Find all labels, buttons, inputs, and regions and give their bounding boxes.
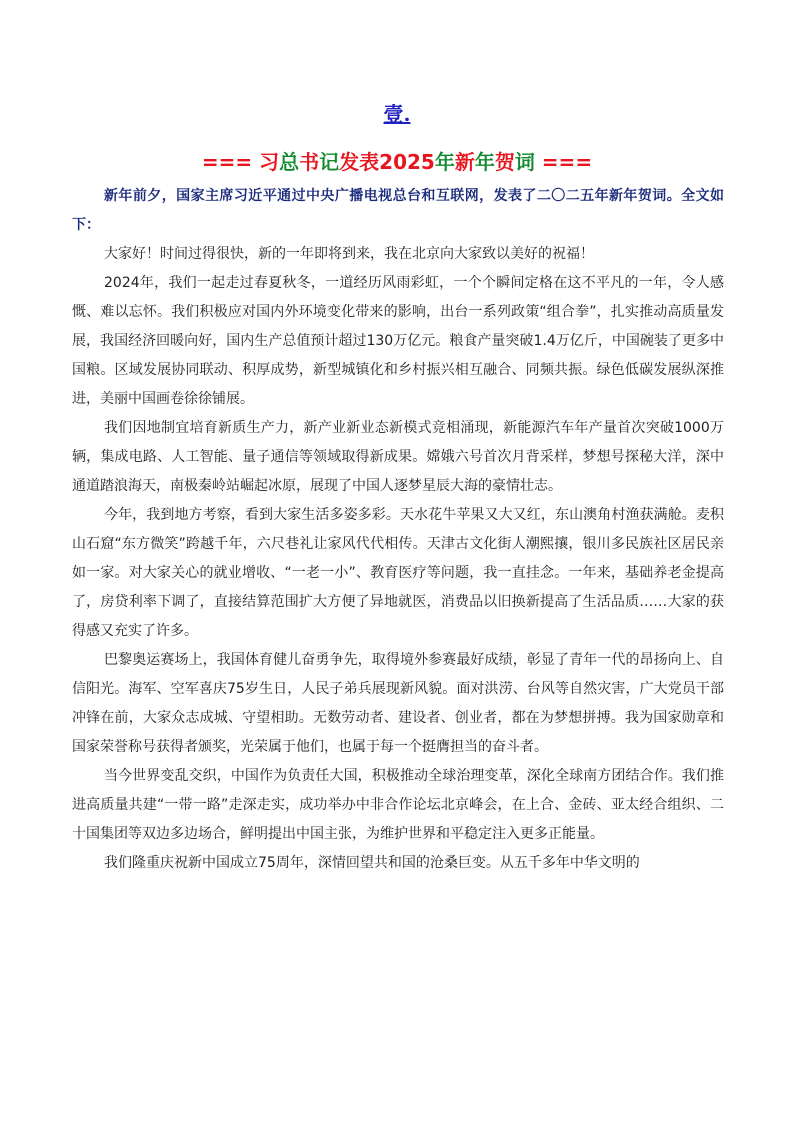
headline-char: 发表 [339,150,380,174]
headline-char: 习 [259,150,280,174]
paragraph: 当今世界变乱交织，中国作为负责任大国，积极推动全球治理变革，深化全球南方团结合作。我们推进高质量共建“一带一路”走深走实，成功举办中非合作论坛北京峰会，在上合、金砖、亚太经合组织、二十国集团等双边多边场合，鲜明提出中国主张，为维护世界和平稳定注入更多正能量。 [72,768,724,842]
headline-char: 贺 [494,150,515,174]
headline [0,146,794,175]
article-body [72,182,724,878]
intro-paragraph: 新年前夕，国家主席习近平通过中央广播电视总台和互联网，发表了二〇二五年新年贺词。全文如下： [72,188,724,233]
paragraph: 大家好！时间过得很快，新的一年即将到来，我在北京向大家致以美好的祝福！ [104,246,594,262]
headline-char: 总 [279,150,300,174]
headline-char: 记 [319,150,340,174]
paragraph: 巴黎奥运赛场上，我国体育健儿奋勇争先，取得境外参赛最好成绩，彰显了青年一代的昂扬向上、自信阳光。海军、空军喜庆75岁生日，人民子弟兵展现新风貌。面对洪涝、台风等自然灾害，广大党员干部冲锋在前，大家众志成城、守望相助。无数劳动者、建设者、创业者，都在为梦想拼搏。我为国家勋章和国家荣誉称号获得者颁奖，光荣属于他们，也属于每一个挺膺担当的奋斗者。 [72,652,724,755]
headline-deco-right: === [541,150,593,174]
paragraph: 我们因地制宜培育新质生产力，新产业新业态新模式竞相涌现，新能源汽车年产量首次突破1000万辆，集成电路、人工智能、量子通信等领域取得新成果。嫦娥六号首次月背采样，梦想号探秘大洋，深中通道踏浪海天，南极秦岭站崛起冰原，展现了中国人逐梦星辰大海的豪情壮志。 [72,420,724,494]
paragraph: 2024年，我们一起走过春夏秋冬，一道经历风雨彩虹，一个个瞬间定格在这不平凡的一年，令人感慨、难以忘怀。我们积极应对国内外环境变化带来的影响，出台一系列政策“组合拳”，扎实推动高质量发展，我国经济回暖向好，国内生产总值预计超过130万亿元。粮食产量突破1.4万亿斤，中国碗装了更多中国粮。区域发展协同联动、积厚成势，新型城镇化和乡村振兴相互融合、同频共振。绿色低碳发展纵深推进，美丽中国画卷徐徐铺展。 [72,275,724,407]
section-number: 壹. [383,102,411,126]
headline-char: 年 [474,150,495,174]
headline-char: 书 [299,150,320,174]
paragraph: 今年，我到地方考察，看到大家生活多姿多彩。天水花牛苹果又大又红，东山澳角村渔获满舱。麦积山石窟“东方微笑”跨越千年，六尺巷礼让家风代代相传。天津古文化街人潮熙攘，银川多民族社区居民亲如一家。对大家关心的就业增收、“一老一小”、教育医疗等问题，我一直挂念。一年来，基础养老金提高了，房贷利率下调了，直接结算范围扩大方便了异地就医，消费品以旧换新提高了生活品质……大家的获得感又充实了许多。 [72,507,724,639]
headline-char: 词 [514,150,535,174]
headline-year: 2025 [379,150,435,174]
headline-char: 年 [434,150,455,174]
headline-char: 新 [454,150,475,174]
headline-deco-left: === [201,150,253,174]
paragraph: 我们隆重庆祝新中国成立75周年，深情回望共和国的沧桑巨变。从五千多年中华文明的 [104,855,640,871]
